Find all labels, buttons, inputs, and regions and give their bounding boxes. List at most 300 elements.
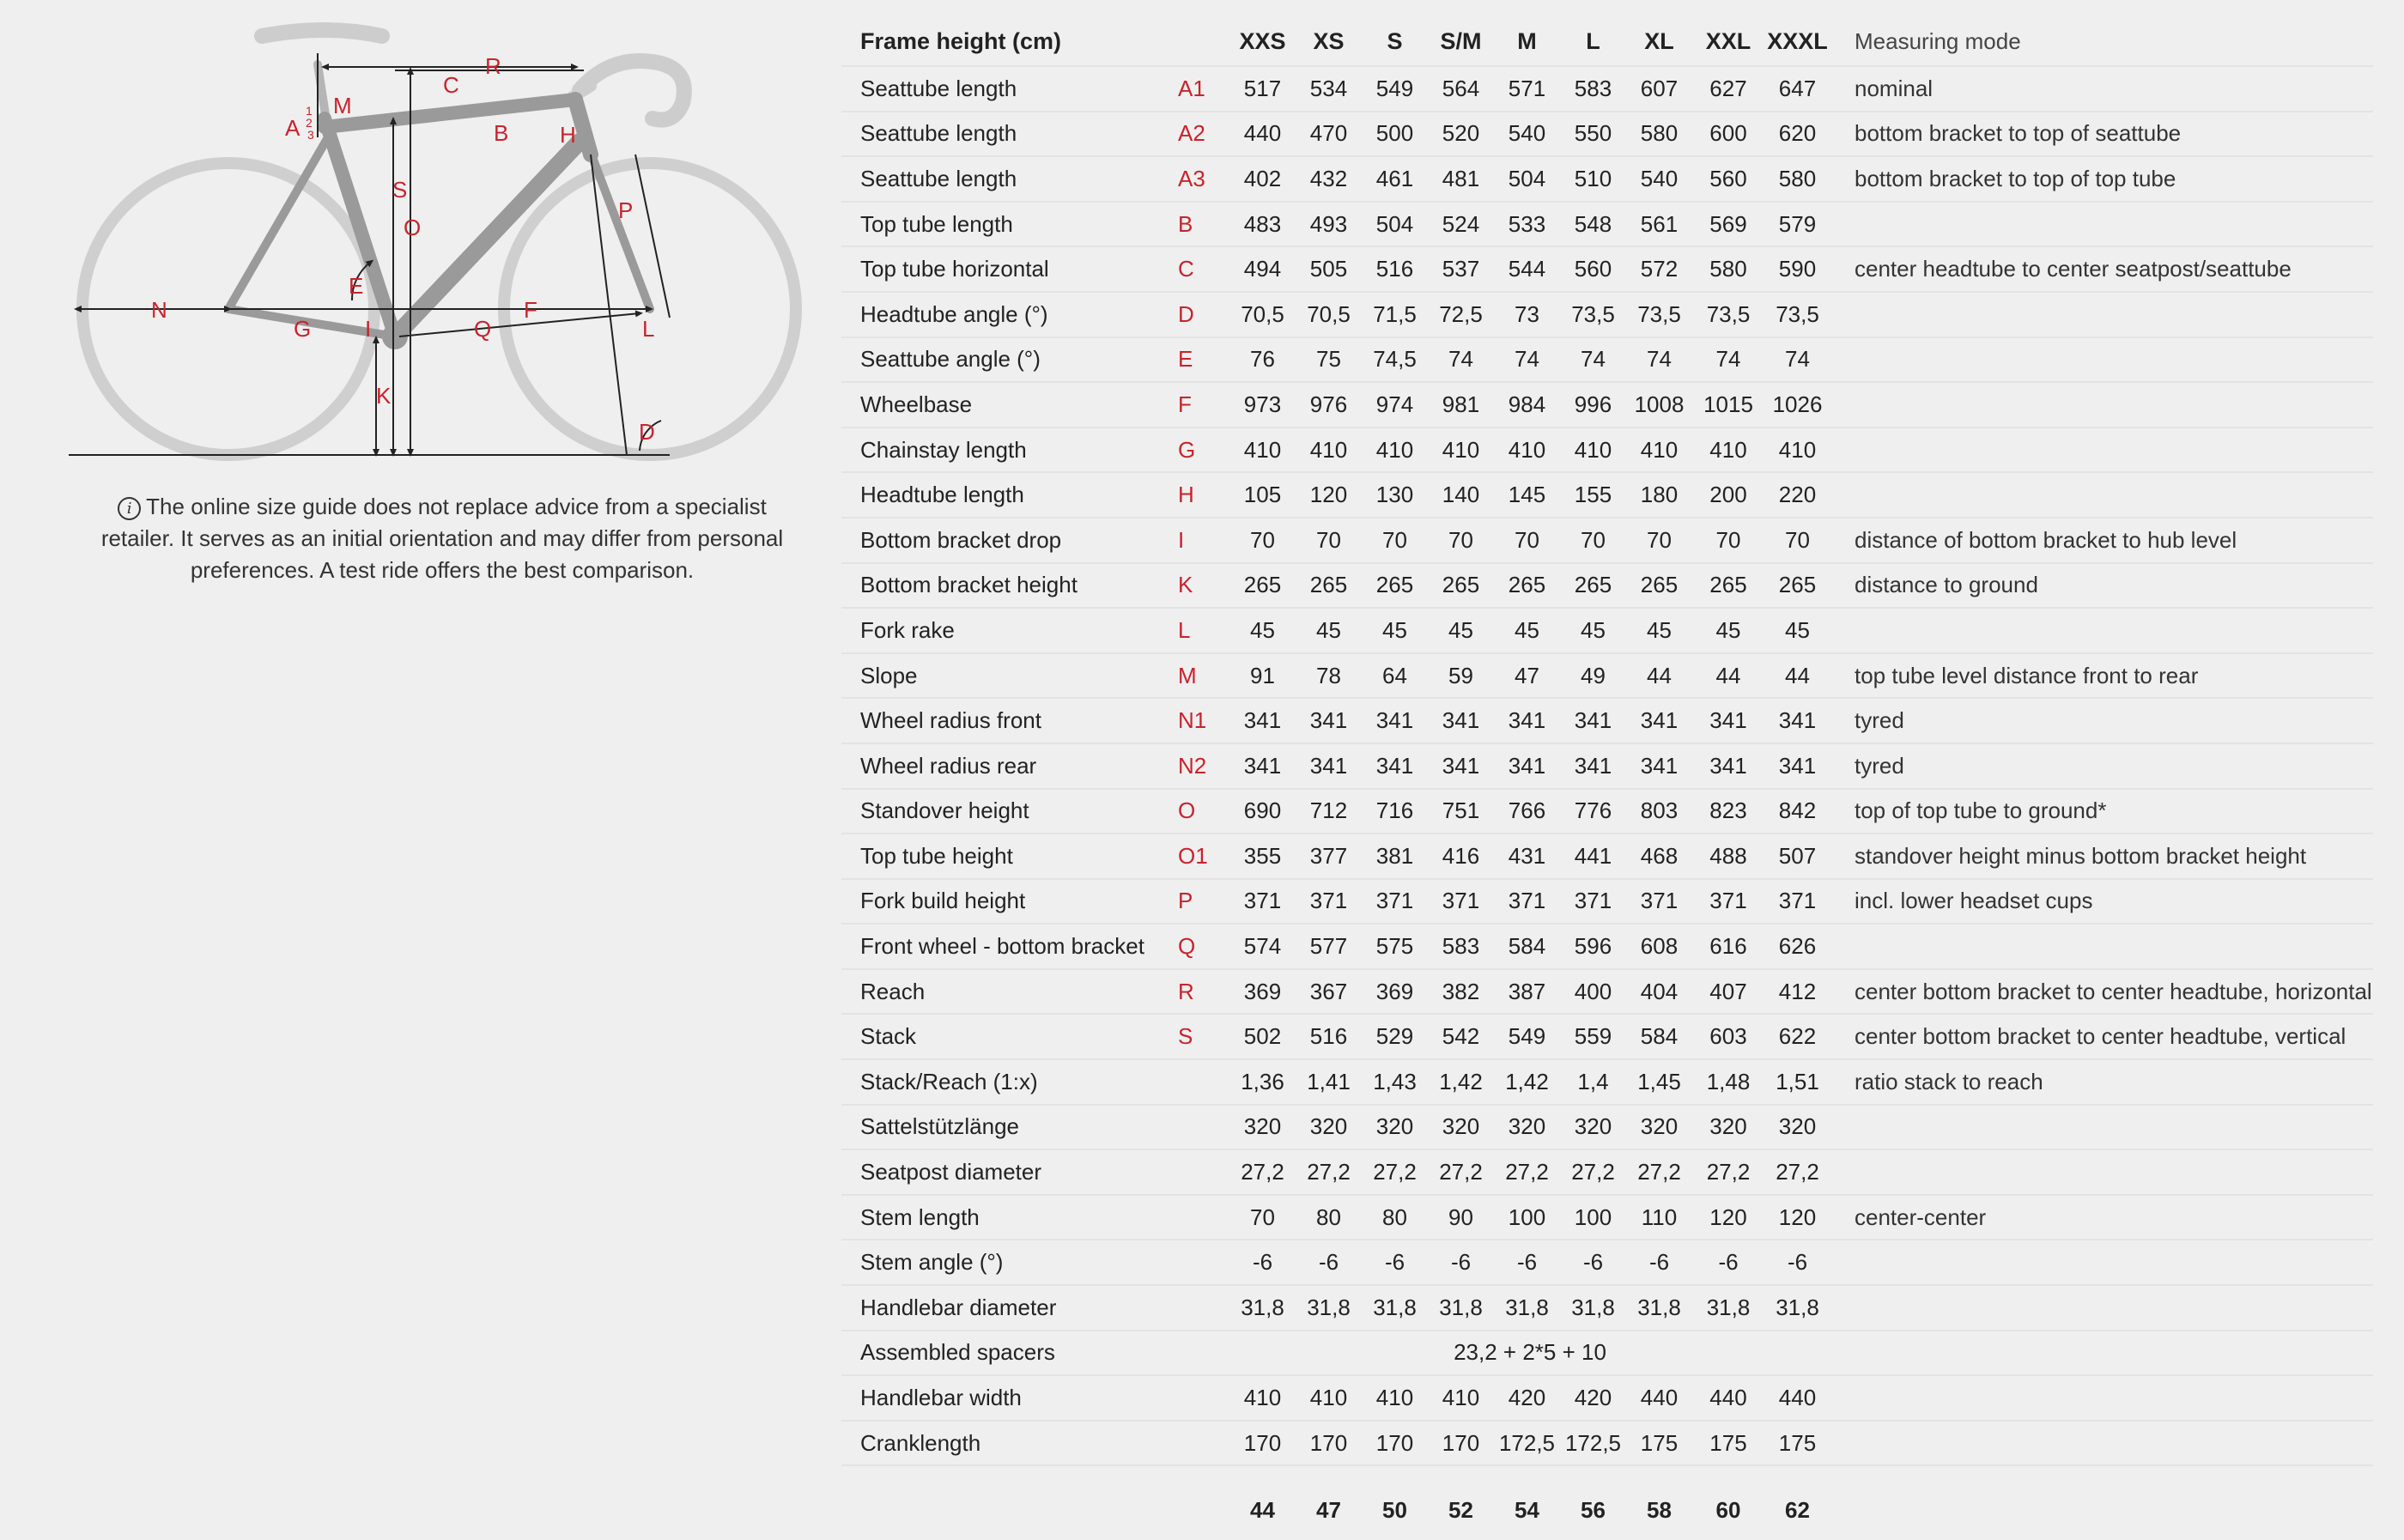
table-row	[841, 202, 2373, 247]
row-measuring-mode: nominal	[1830, 66, 2373, 112]
row-measuring-mode: incl. lower headset cups	[1830, 879, 2373, 925]
row-code: M	[1178, 653, 1229, 699]
row-code: A2	[1178, 112, 1229, 157]
row-value: 70	[1229, 1195, 1296, 1240]
row-value: -6	[1428, 1240, 1494, 1285]
row-value: 45	[1692, 608, 1764, 653]
row-value: 974	[1362, 382, 1428, 427]
dim-label: A	[285, 115, 300, 141]
row-value: 516	[1296, 1014, 1362, 1059]
row-value: 984	[1494, 382, 1560, 427]
frame	[228, 64, 650, 347]
row-value: 341	[1626, 698, 1692, 743]
row-value: 45	[1626, 608, 1692, 653]
row-value: 1026	[1764, 382, 1830, 427]
row-value: 71,5	[1362, 292, 1428, 337]
row-value: 572	[1626, 246, 1692, 292]
dim-label: D	[639, 419, 655, 445]
dim-label: 2	[306, 116, 313, 130]
row-value: 27,2	[1560, 1149, 1626, 1195]
row-value: 64	[1362, 653, 1428, 699]
row-value: 440	[1692, 1375, 1764, 1421]
header-size: XXL	[1692, 17, 1764, 66]
row-value: 410	[1229, 1375, 1296, 1421]
table-row	[841, 292, 2373, 337]
row-code: I	[1178, 518, 1229, 563]
header-code	[1178, 17, 1229, 66]
row-value: 996	[1560, 382, 1626, 427]
row-value: 72,5	[1428, 292, 1494, 337]
row-label: Seatpost diameter	[841, 1149, 1178, 1195]
row-value: 502	[1229, 1014, 1296, 1059]
row-value: 410	[1692, 427, 1764, 473]
header-size: XL	[1626, 17, 1692, 66]
row-value: 31,8	[1229, 1285, 1296, 1331]
row-code: H	[1178, 472, 1229, 518]
row-measuring-mode: center-center	[1830, 1195, 2373, 1240]
row-value: 410	[1362, 427, 1428, 473]
row-value: 341	[1229, 743, 1296, 789]
row-measuring-mode: bottom bracket to top of seattube	[1830, 112, 2373, 157]
table-row	[841, 879, 2373, 925]
row-value: 416	[1428, 834, 1494, 879]
table-header-row	[841, 17, 2373, 66]
row-value: -6	[1494, 1240, 1560, 1285]
row-value: 73	[1494, 292, 1560, 337]
row-value: 1,41	[1296, 1059, 1362, 1105]
row-value: 70	[1362, 518, 1428, 563]
row-code: S	[1178, 1014, 1229, 1059]
row-value: 560	[1692, 156, 1764, 202]
row-value: -6	[1362, 1240, 1428, 1285]
row-value: 78	[1296, 653, 1362, 699]
row-value: 494	[1229, 246, 1296, 292]
dim-label: R	[485, 53, 501, 79]
row-value: 584	[1626, 1014, 1692, 1059]
row-value: 175	[1626, 1421, 1692, 1466]
table-footer-row	[841, 1465, 2373, 1540]
row-value: 265	[1692, 563, 1764, 609]
row-value: 1,48	[1692, 1059, 1764, 1105]
row-value: 461	[1362, 156, 1428, 202]
footer-frame-size: 52	[1448, 1496, 1473, 1523]
row-value: 647	[1764, 66, 1830, 112]
row-value: 265	[1764, 563, 1830, 609]
row-value: 371	[1560, 879, 1626, 925]
table-row	[841, 1105, 2373, 1150]
row-value: 574	[1229, 924, 1296, 969]
row-value: 100	[1560, 1195, 1626, 1240]
row-value: 27,2	[1296, 1149, 1362, 1195]
row-value: 341	[1764, 698, 1830, 743]
handlebar	[580, 61, 684, 120]
bike-geometry-diagram	[69, 17, 824, 464]
dim-label: I	[365, 316, 372, 342]
row-value: 600	[1692, 112, 1764, 157]
row-value: 70	[1428, 518, 1494, 563]
row-value: 175	[1692, 1421, 1764, 1466]
row-value: 550	[1560, 112, 1626, 157]
row-value: 44	[1692, 653, 1764, 699]
row-value: 596	[1560, 924, 1626, 969]
row-label: Sattelstützlänge	[841, 1105, 1178, 1150]
row-value: 410	[1362, 1375, 1428, 1421]
row-value: 410	[1764, 427, 1830, 473]
row-value: -6	[1296, 1240, 1362, 1285]
row-code: G	[1178, 427, 1229, 473]
row-value: 488	[1692, 834, 1764, 879]
row-value: 73,5	[1560, 292, 1626, 337]
dim-label: N	[151, 297, 167, 323]
row-value: 716	[1362, 789, 1428, 834]
row-value: 432	[1296, 156, 1362, 202]
row-value: 517	[1229, 66, 1296, 112]
row-value: 220	[1764, 472, 1830, 518]
row-code: N2	[1178, 743, 1229, 789]
row-value: 265	[1494, 563, 1560, 609]
row-value: 1008	[1626, 382, 1692, 427]
row-value: 70	[1692, 518, 1764, 563]
row-value: 410	[1296, 427, 1362, 473]
row-value: 341	[1362, 743, 1428, 789]
row-value: 74	[1560, 337, 1626, 383]
row-value: 402	[1229, 156, 1296, 202]
row-value: 369	[1229, 969, 1296, 1015]
row-value: 404	[1626, 969, 1692, 1015]
row-measuring-mode: center bottom bracket to center headtube, vertical	[1830, 1014, 2373, 1059]
row-value: 371	[1296, 879, 1362, 925]
row-value: 120	[1692, 1195, 1764, 1240]
row-value: 355	[1229, 834, 1296, 879]
row-value: 548	[1560, 202, 1626, 247]
row-label: Fork build height	[841, 879, 1178, 925]
disclaimer-text: The online size guide does not replace advice from a specialist retailer. It serves as an initial orientation and may differ from personal preferences. A test ride offers the best comparison.	[100, 494, 784, 583]
header-size: S	[1362, 17, 1428, 66]
row-value: 483	[1229, 202, 1296, 247]
row-code: K	[1178, 563, 1229, 609]
footer-frame-size: 47	[1316, 1496, 1341, 1523]
footer-frame-size: 60	[1715, 1496, 1741, 1523]
row-value: 470	[1296, 112, 1362, 157]
row-value: 341	[1494, 743, 1560, 789]
header-frame-height: Frame height (cm)	[841, 17, 1178, 66]
row-value: 549	[1362, 66, 1428, 112]
row-value: 627	[1692, 66, 1764, 112]
info-icon: i	[118, 497, 141, 520]
header-size: XXXL	[1764, 17, 1830, 66]
header-size: M	[1494, 17, 1560, 66]
table-row	[841, 653, 2373, 699]
row-value: 571	[1494, 66, 1560, 112]
row-value: -6	[1626, 1240, 1692, 1285]
row-value: 341	[1626, 743, 1692, 789]
row-value: 387	[1494, 969, 1560, 1015]
row-measuring-mode: center bottom bracket to center headtube, horizontal	[1830, 969, 2373, 1015]
row-value: 620	[1764, 112, 1830, 157]
row-value: 75	[1296, 337, 1362, 383]
row-label: Top tube horizontal	[841, 246, 1178, 292]
footer-frame-size: 62	[1785, 1496, 1810, 1523]
row-value: 341	[1692, 743, 1764, 789]
row-value: 320	[1560, 1105, 1626, 1150]
row-measuring-mode	[1830, 1331, 2373, 1376]
row-value: 105	[1229, 472, 1296, 518]
row-value: 973	[1229, 382, 1296, 427]
seat-tube	[325, 118, 395, 336]
dim-label: 1	[306, 104, 313, 118]
footer-spacer	[841, 1465, 1178, 1540]
row-value: 577	[1296, 924, 1362, 969]
row-measuring-mode	[1830, 202, 2373, 247]
row-value: 410	[1428, 1375, 1494, 1421]
dim-label: 3	[307, 128, 314, 142]
row-measuring-mode: distance of bottom bracket to hub level	[1830, 518, 2373, 563]
row-measuring-mode	[1830, 924, 2373, 969]
row-value: 371	[1362, 879, 1428, 925]
row-measuring-mode	[1830, 1285, 2373, 1331]
size-guide-disclaimer	[94, 491, 790, 586]
row-value: 440	[1626, 1375, 1692, 1421]
row-value: 1,43	[1362, 1059, 1428, 1105]
row-value: 1,36	[1229, 1059, 1296, 1105]
row-value: 170	[1362, 1421, 1428, 1466]
row-value: 31,8	[1764, 1285, 1830, 1331]
dim-label: E	[349, 273, 364, 299]
row-value: 564	[1428, 66, 1494, 112]
row-value: 367	[1296, 969, 1362, 1015]
row-value: -6	[1560, 1240, 1626, 1285]
row-value: 544	[1494, 246, 1560, 292]
header-size: XS	[1296, 17, 1362, 66]
row-code: C	[1178, 246, 1229, 292]
dim-label: B	[494, 120, 509, 146]
row-value: 751	[1428, 789, 1494, 834]
row-value: 382	[1428, 969, 1494, 1015]
row-value: 590	[1764, 246, 1830, 292]
row-value: 265	[1229, 563, 1296, 609]
table-row	[841, 382, 2373, 427]
row-value: 371	[1626, 879, 1692, 925]
row-value: 91	[1229, 653, 1296, 699]
row-measuring-mode: center headtube to center seatpost/seattube	[1830, 246, 2373, 292]
row-value: 504	[1494, 156, 1560, 202]
row-value: 80	[1362, 1195, 1428, 1240]
row-value: 70	[1560, 518, 1626, 563]
row-code: P	[1178, 879, 1229, 925]
row-value: 70,5	[1296, 292, 1362, 337]
row-value: 140	[1428, 472, 1494, 518]
row-value: 47	[1494, 653, 1560, 699]
row-value: 27,2	[1428, 1149, 1494, 1195]
footer-frame-size: 44	[1250, 1496, 1275, 1523]
row-code: A3	[1178, 156, 1229, 202]
row-measuring-mode: tyred	[1830, 698, 2373, 743]
row-value: 766	[1494, 789, 1560, 834]
down-tube	[395, 142, 580, 336]
row-value: 420	[1560, 1375, 1626, 1421]
row-value: 410	[1296, 1375, 1362, 1421]
row-value: 31,8	[1626, 1285, 1692, 1331]
row-label: Seattube length	[841, 112, 1178, 157]
row-value: 31,8	[1362, 1285, 1428, 1331]
row-value: 172,5	[1494, 1421, 1560, 1466]
row-label: Seattube length	[841, 66, 1178, 112]
row-value: 410	[1428, 427, 1494, 473]
row-value: 341	[1362, 698, 1428, 743]
row-value: 320	[1428, 1105, 1494, 1150]
footer-frame-size: 56	[1581, 1496, 1606, 1523]
row-value: 505	[1296, 246, 1362, 292]
row-value: 90	[1428, 1195, 1494, 1240]
row-value: 431	[1494, 834, 1560, 879]
row-code: Q	[1178, 924, 1229, 969]
row-value: 510	[1560, 156, 1626, 202]
row-value: 537	[1428, 246, 1494, 292]
row-value: -6	[1692, 1240, 1764, 1285]
row-value: 320	[1494, 1105, 1560, 1150]
row-value: 560	[1560, 246, 1626, 292]
row-label: Stem angle (°)	[841, 1240, 1178, 1285]
row-label: Cranklength	[841, 1421, 1178, 1466]
row-value: 170	[1229, 1421, 1296, 1466]
row-value: 341	[1560, 698, 1626, 743]
row-value: 27,2	[1764, 1149, 1830, 1195]
row-value: 440	[1229, 112, 1296, 157]
row-value: 74	[1764, 337, 1830, 383]
row-value: 44	[1764, 653, 1830, 699]
row-value: 583	[1428, 924, 1494, 969]
row-value: 80	[1296, 1195, 1362, 1240]
table-row	[841, 1240, 2373, 1285]
row-measuring-mode: top tube level distance front to rear	[1830, 653, 2373, 699]
row-value: 31,8	[1494, 1285, 1560, 1331]
row-value: 110	[1626, 1195, 1692, 1240]
row-value: 320	[1764, 1105, 1830, 1150]
row-value: 341	[1692, 698, 1764, 743]
row-value: 1015	[1692, 382, 1764, 427]
row-measuring-mode	[1830, 337, 2373, 383]
row-measuring-mode	[1830, 1375, 2373, 1421]
geometry-table	[841, 17, 2373, 1540]
row-label: Front wheel - bottom bracket	[841, 924, 1178, 969]
footer-frame-size: 50	[1382, 1496, 1407, 1523]
row-label: Fork rake	[841, 608, 1178, 653]
row-value: 1,42	[1494, 1059, 1560, 1105]
row-label: Slope	[841, 653, 1178, 699]
row-value: 776	[1560, 789, 1626, 834]
row-measuring-mode: tyred	[1830, 743, 2373, 789]
row-value: 320	[1362, 1105, 1428, 1150]
row-value: 70	[1764, 518, 1830, 563]
row-value: 504	[1362, 202, 1428, 247]
row-value: 603	[1692, 1014, 1764, 1059]
row-value: 45	[1229, 608, 1296, 653]
row-value: 583	[1560, 66, 1626, 112]
row-label: Chainstay length	[841, 427, 1178, 473]
row-value: 27,2	[1362, 1149, 1428, 1195]
dim-label: Q	[474, 316, 492, 342]
row-value: 341	[1764, 743, 1830, 789]
row-value: 31,8	[1692, 1285, 1764, 1331]
row-code	[1178, 1149, 1229, 1195]
row-measuring-mode: distance to ground	[1830, 563, 2373, 609]
row-value: 407	[1692, 969, 1764, 1015]
row-value: 45	[1560, 608, 1626, 653]
row-value: 540	[1626, 156, 1692, 202]
row-measuring-mode	[1830, 1149, 2373, 1195]
row-value: 120	[1296, 472, 1362, 518]
row-value: 341	[1428, 743, 1494, 789]
dim-label: O	[404, 215, 422, 240]
row-label: Headtube angle (°)	[841, 292, 1178, 337]
row-value: 31,8	[1560, 1285, 1626, 1331]
row-value: 1,42	[1428, 1059, 1494, 1105]
row-value: 27,2	[1494, 1149, 1560, 1195]
table-row	[841, 789, 2373, 834]
row-value: 73,5	[1692, 292, 1764, 337]
row-code: L	[1178, 608, 1229, 653]
row-value: 70	[1229, 518, 1296, 563]
dim-label: C	[443, 72, 459, 98]
row-value: 468	[1626, 834, 1692, 879]
row-value: 74	[1626, 337, 1692, 383]
row-value: 170	[1428, 1421, 1494, 1466]
table-body	[841, 66, 2373, 1465]
row-value: 265	[1296, 563, 1362, 609]
row-code: N1	[1178, 698, 1229, 743]
top-tube	[325, 100, 575, 127]
row-value: 59	[1428, 653, 1494, 699]
header-size: L	[1560, 17, 1626, 66]
row-value: 45	[1494, 608, 1560, 653]
row-label: Top tube height	[841, 834, 1178, 879]
row-code: E	[1178, 337, 1229, 383]
row-value: 410	[1626, 427, 1692, 473]
row-value: 529	[1362, 1014, 1428, 1059]
row-value: 575	[1362, 924, 1428, 969]
row-measuring-mode	[1830, 1105, 2373, 1150]
row-value: 371	[1692, 879, 1764, 925]
table-row	[841, 472, 2373, 518]
row-value: 842	[1764, 789, 1830, 834]
row-value: 74	[1494, 337, 1560, 383]
row-measuring-mode	[1830, 1421, 2373, 1466]
row-label: Standover height	[841, 789, 1178, 834]
table-row	[841, 246, 2373, 292]
row-label: Assembled spacers	[841, 1331, 1178, 1376]
table-row	[841, 156, 2373, 202]
row-value: 561	[1626, 202, 1692, 247]
row-measuring-mode: standover height minus bottom bracket height	[1830, 834, 2373, 879]
row-value: 100	[1494, 1195, 1560, 1240]
row-label: Stem length	[841, 1195, 1178, 1240]
table-row	[841, 743, 2373, 789]
row-value: 320	[1626, 1105, 1692, 1150]
row-label: Bottom bracket drop	[841, 518, 1178, 563]
row-value: 369	[1362, 969, 1428, 1015]
row-code: A1	[1178, 66, 1229, 112]
row-value: 377	[1296, 834, 1362, 879]
row-value: 493	[1296, 202, 1362, 247]
row-measuring-mode	[1830, 472, 2373, 518]
row-value: 180	[1626, 472, 1692, 518]
row-value: 320	[1692, 1105, 1764, 1150]
row-code: O	[1178, 789, 1229, 834]
table-row	[841, 969, 2373, 1015]
row-value: 1,4	[1560, 1059, 1626, 1105]
table-row	[841, 924, 2373, 969]
row-code	[1178, 1105, 1229, 1150]
